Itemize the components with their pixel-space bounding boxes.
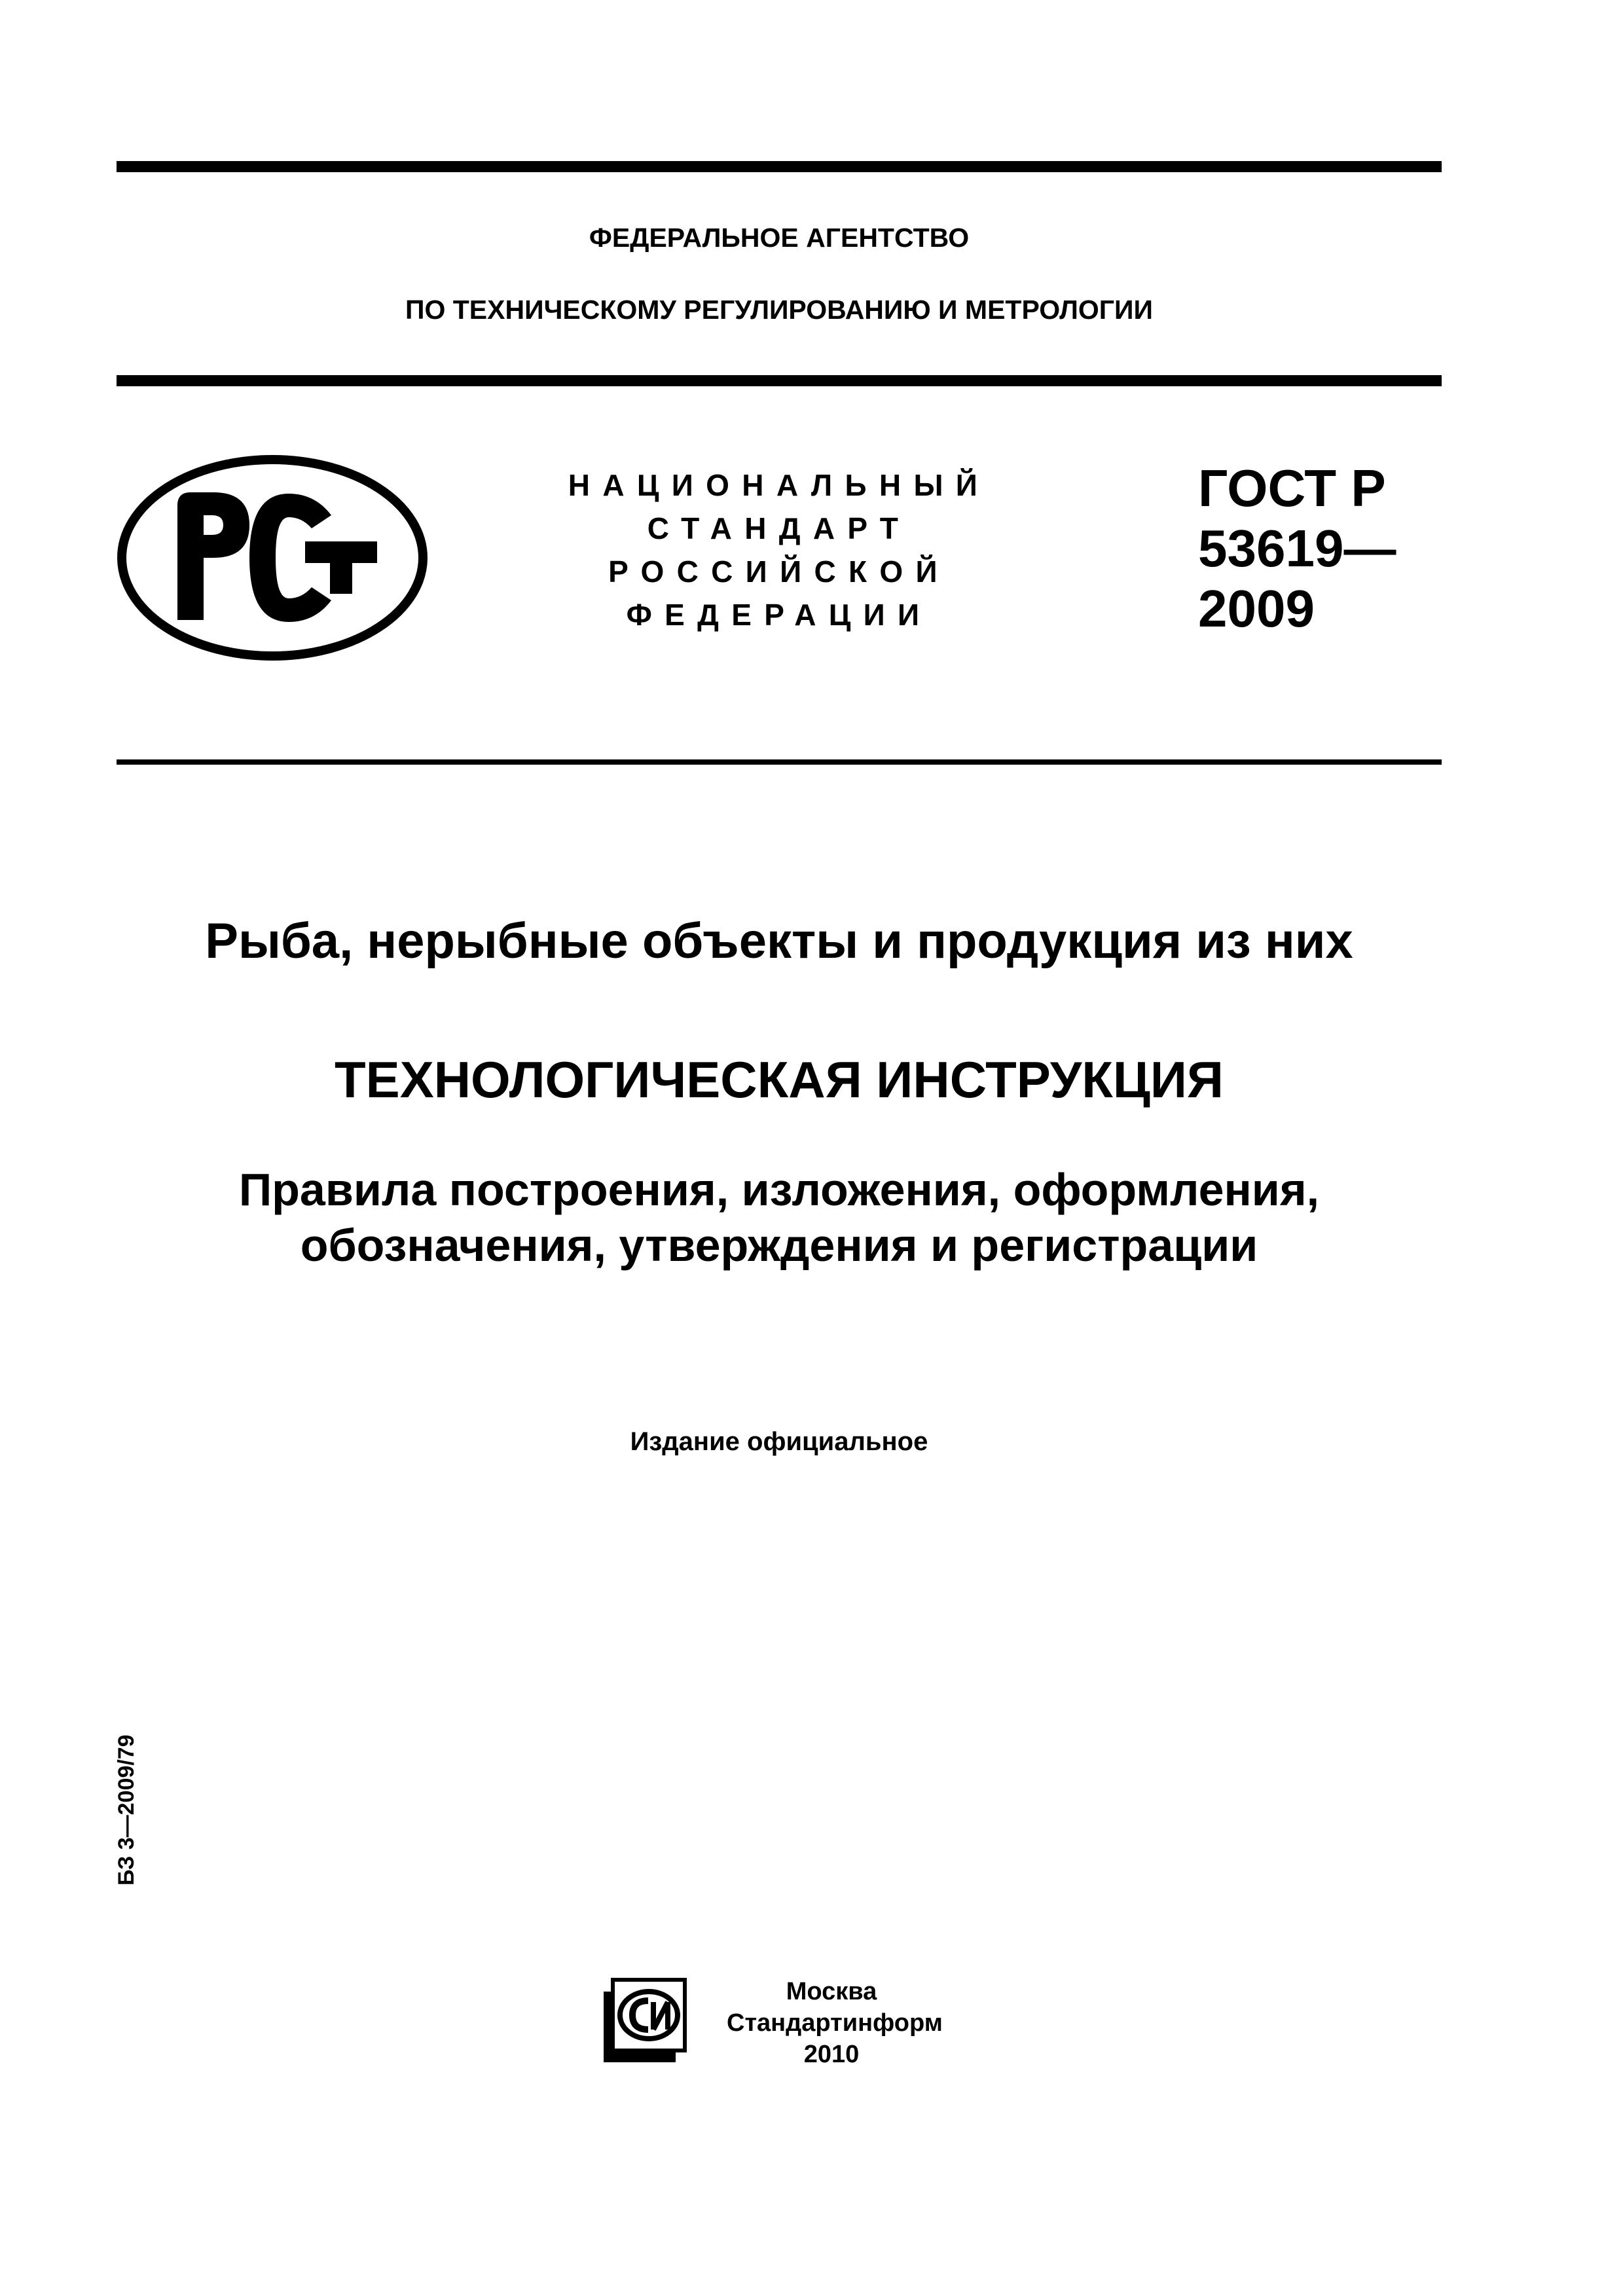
publisher-year: 2010: [803, 2041, 860, 2068]
edition-label: Издание официальное: [630, 1427, 928, 1456]
designation-line: ГОСТ Р: [1198, 459, 1386, 517]
document-heading: ТЕХНОЛОГИЧЕСКАЯ ИНСТРУКЦИЯ: [335, 1051, 1224, 1108]
publisher-city: Москва: [786, 1978, 877, 2005]
agency-line-1: ФЕДЕРАЛЬНОЕ АГЕНТСТВО: [589, 223, 970, 253]
document-title: Рыба, нерыбные объекты и продукция из них: [205, 913, 1353, 969]
standartinform-logo-icon: [601, 1976, 706, 2065]
designation-line: 53619—: [1198, 519, 1396, 577]
agency-line-2: ПО ТЕХНИЧЕСКОМУ РЕГУЛИРОВАНИЮ И МЕТРОЛОГИИ: [405, 295, 1153, 325]
lower-rule: [117, 759, 1442, 765]
document-subtitle-line-1: Правила построения, изложения, оформления,: [238, 1164, 1320, 1215]
document-subtitle-line-2: обозначения, утверждения и регистрации: [300, 1220, 1258, 1271]
national-standard-label: [550, 464, 1008, 636]
national-line: ФЕДЕРАЦИИ: [626, 598, 932, 632]
national-line: НАЦИОНАЛЬНЫЙ: [568, 468, 991, 502]
top-rule: [117, 161, 1442, 172]
national-line: РОССИЙСКОЙ: [608, 555, 950, 589]
side-catalog-mark: БЗ 3—2009/79: [114, 1734, 139, 1886]
middle-rule: [117, 375, 1442, 386]
designation-line: 2009: [1198, 579, 1315, 638]
rst-emblem-icon: [115, 453, 429, 663]
standard-designation: [1198, 458, 1396, 639]
publisher-name: Стандартинформ: [727, 2009, 943, 2037]
national-line: СТАНДАРТ: [647, 511, 911, 545]
publisher-info: [727, 1976, 943, 2070]
